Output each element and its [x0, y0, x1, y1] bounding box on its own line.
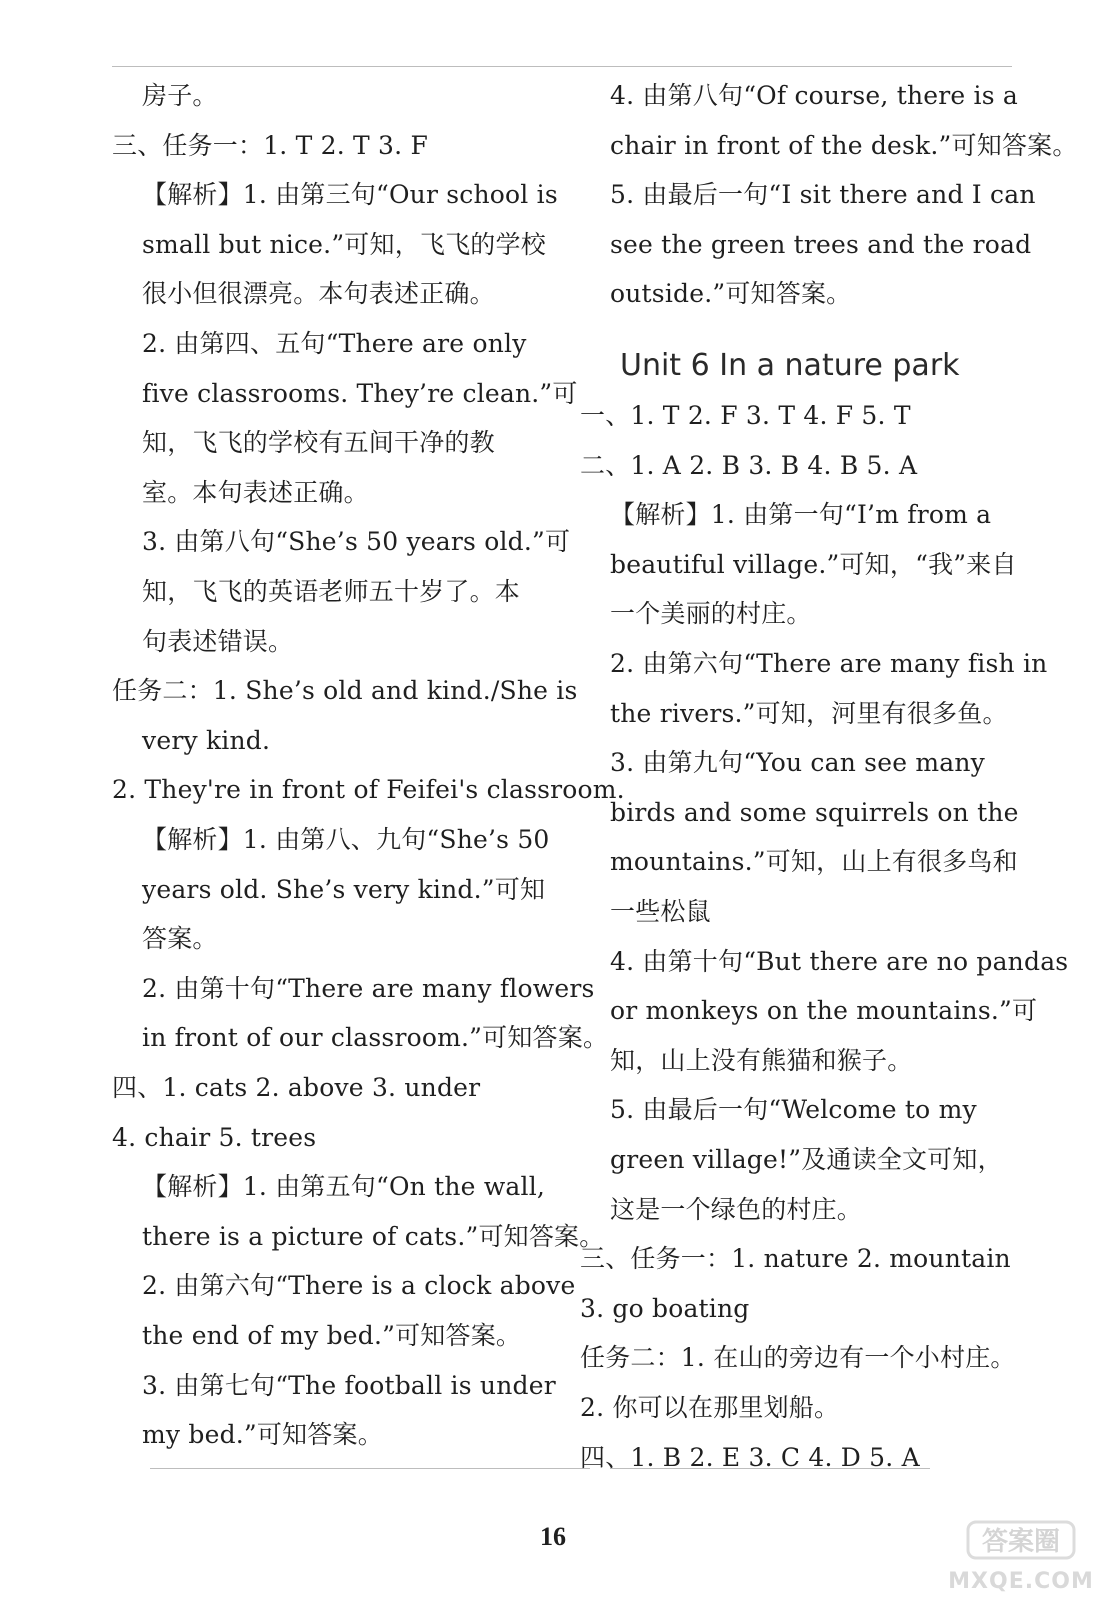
answer-line: 5. 由最后一句“Welcome to my — [610, 1095, 977, 1125]
answer-line: 房子。 — [142, 81, 218, 110]
answer-line: there is a picture of cats.”可知答案。 — [142, 1221, 605, 1251]
top-rule — [112, 66, 1012, 67]
answer-line: 一些松鼠 — [610, 897, 711, 926]
answer-line: 知，飞飞的学校有五间干净的教 — [142, 428, 495, 458]
answer-line: see the green trees and the road — [610, 229, 1032, 259]
bottom-rule-left — [150, 1468, 590, 1469]
answer-line: 室。本句表述正确。 — [142, 477, 369, 507]
answer-line: in front of our classroom.”可知答案。 — [142, 1023, 609, 1053]
watermark-logo-text: 答案圈 — [981, 1527, 1061, 1557]
answer-line: 句表述错误。 — [142, 626, 294, 656]
answer-line: 三、任务一：1. T 2. T 3. F — [112, 130, 428, 160]
answer-line: 【解析】1. 由第五句“On the wall, — [142, 1172, 546, 1202]
answer-line: 任务二：1. She’s old and kind./She is — [112, 676, 578, 706]
answer-line: 4. chair 5. trees — [112, 1122, 317, 1152]
watermark-logo-icon — [966, 1518, 1076, 1562]
answer-line: 3. 由第七句“The football is under — [142, 1370, 556, 1400]
answer-line: 4. 由第十句“But there are no pandas — [610, 946, 1069, 976]
unit-title: Unit 6 In a nature park — [620, 348, 960, 383]
answer-line: 2. 由第六句“There are many fish in — [610, 649, 1048, 678]
answer-line: 3. 由第八句“She’s 50 years old.”可 — [142, 527, 571, 557]
answer-line: 2. 由第十句“There are many flowers — [142, 973, 595, 1003]
answer-line: 2. 你可以在那里划船。 — [580, 1393, 840, 1422]
answer-line: 三、任务一：1. nature 2. mountain — [580, 1244, 1011, 1274]
answer-line: 【解析】1. 由第八、九句“She’s 50 — [142, 825, 550, 854]
answer-line: 知，山上没有熊猫和猴子。 — [610, 1045, 913, 1075]
answer-line: 【解析】1. 由第三句“Our school is — [142, 180, 558, 210]
answer-line: 这是一个绿色的村庄。 — [610, 1194, 863, 1224]
answer-line: 知，飞飞的英语老师五十岁了。本 — [142, 577, 521, 606]
answer-line: 2. 由第四、五句“There are only — [142, 329, 527, 358]
answer-line: 2. They're in front of Feifei's classroom. — [112, 775, 625, 805]
answer-line: 【解析】1. 由第一句“I’m from a — [610, 500, 992, 530]
answer-line: 2. 由第六句“There is a clock above — [142, 1271, 576, 1301]
answer-line: green village!”及通读全文可知， — [610, 1145, 1003, 1174]
answer-line: chair in front of the desk.”可知答案。 — [610, 130, 1078, 160]
answer-line: 一个美丽的村庄。 — [610, 599, 812, 629]
answer-line: the end of my bed.”可知答案。 — [142, 1321, 522, 1350]
answer-line: five classrooms. They’re clean.”可 — [142, 378, 578, 408]
page-number: 16 — [540, 1522, 566, 1551]
answer-line: beautiful village.”可知，“我”来自 — [610, 549, 1017, 579]
answer-line: 4. 由第八句“Of course, there is a — [610, 81, 1019, 110]
answer-line: 四、1. B 2. E 3. C 4. D 5. A — [580, 1442, 920, 1472]
answer-line: or monkeys on the mountains.”可 — [610, 996, 1038, 1026]
answer-line: 3. go boating — [580, 1293, 750, 1323]
answer-line: years old. She’s very kind.”可知 — [142, 874, 546, 904]
answer-line: mountains.”可知，山上有很多鸟和 — [610, 847, 1018, 877]
answer-line: very kind. — [142, 725, 271, 755]
answer-line: 一、1. T 2. F 3. T 4. F 5. T — [580, 401, 911, 430]
answer-line: 二、1. A 2. B 3. B 4. B 5. A — [580, 450, 918, 480]
answer-line: the rivers.”可知，河里有很多鱼。 — [610, 698, 1008, 728]
answer-line: birds and some squirrels on the — [610, 797, 1019, 827]
answer-line: small but nice.”可知，飞飞的学校 — [142, 229, 546, 259]
answer-line: 5. 由最后一句“I sit there and I can — [610, 180, 1036, 210]
answer-line: my bed.”可知答案。 — [142, 1420, 383, 1450]
answer-line: 答案。 — [142, 924, 218, 954]
watermark — [946, 1518, 1096, 1594]
answer-line: 任务二：1. 在山的旁边有一个小村庄。 — [580, 1343, 1016, 1373]
answer-line: outside.”可知答案。 — [610, 279, 852, 309]
answer-line: 3. 由第九句“You can see many — [610, 748, 985, 778]
answer-line: 很小但很漂亮。本句表述正确。 — [142, 279, 495, 309]
watermark-domain: MXQE.COM — [948, 1569, 1094, 1594]
answer-line: 四、1. cats 2. above 3. under — [112, 1073, 481, 1102]
